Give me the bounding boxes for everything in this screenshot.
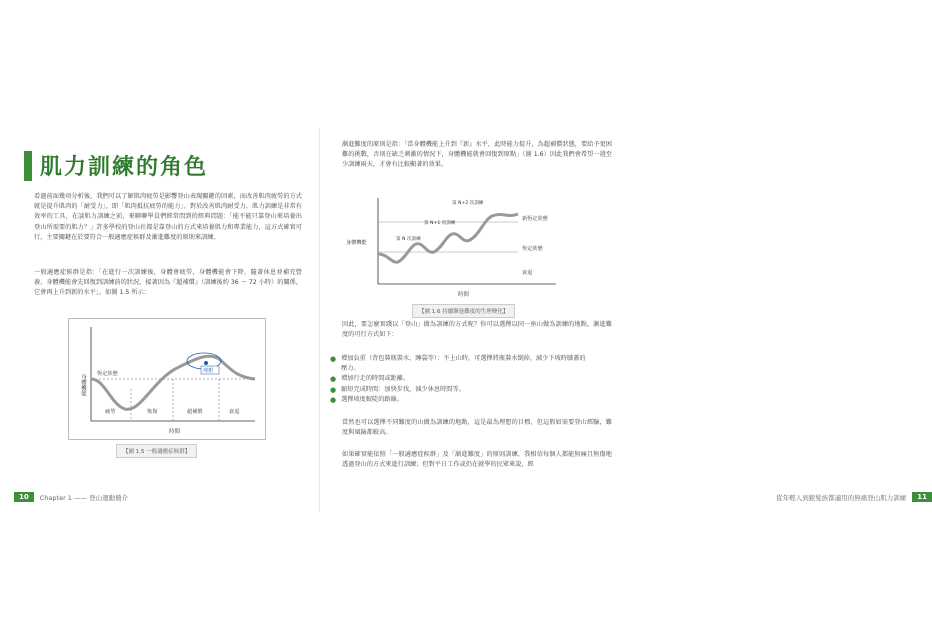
phase-fatigue: 疲勞	[105, 409, 116, 415]
phase-decline: 衰退	[229, 409, 240, 415]
bullet-icon: ●	[330, 395, 337, 404]
figure-1-5-caption: 【圖 1.5 一般適應症候群】	[116, 444, 197, 458]
bullet-icon: ●	[330, 355, 337, 363]
x-axis-label: 時間	[458, 292, 470, 298]
gas-chart	[69, 319, 265, 439]
list-item: ● 選擇坡度較陡的路線。	[330, 395, 403, 404]
heading-accent-bar	[24, 151, 32, 181]
right-footer	[626, 490, 932, 504]
list-item: ● 增加行走的時間或距離。	[330, 375, 410, 384]
book-spread	[14, 128, 927, 512]
section-heading	[14, 150, 208, 181]
right-page	[320, 128, 927, 512]
phase-supercompensation: 超補償	[187, 409, 203, 415]
label-decline: 衰退	[522, 270, 533, 276]
performance-curve	[91, 356, 255, 409]
bullet-icon: ●	[330, 375, 337, 384]
bullet-list	[330, 354, 590, 405]
progression-chart	[342, 188, 582, 300]
right-running-head: 從年輕人到銀髮族都適用的無痛登山肌力訓練	[776, 493, 907, 502]
right-paragraph-2: 因此，要怎麼實踐以「登山」做為訓練的方式呢？你可以選擇以同一座山做為訓練的地點，漸進難度的可行方式如下：	[342, 321, 612, 339]
baseline-label: 恆定狀態	[97, 371, 118, 377]
y-axis-label: 身體機能	[80, 374, 86, 396]
y-axis-label: 身體機能	[346, 240, 367, 246]
figure-1-6-caption: 【圖 1.6 持續漸進難度的生理變化】	[412, 304, 515, 318]
label-baseline: 恆定狀態	[522, 246, 543, 252]
left-running-head: Chapter 1 —— 登山運動簡介	[39, 493, 129, 502]
figure-1-5	[68, 318, 266, 440]
figure-1-6	[342, 188, 582, 300]
left-page	[14, 128, 320, 512]
left-paragraph-2: 一般適應症候群是指：「在進行一次訓練後，身體會疲勞，身體機能會下降，隨著休息並補充營養，身體機能會先回復到訓練前的狀況，接著因為『超補償』（訓練後約 36 ～ 72 小時）的關係，它會再上升到新的水平」，如圖 1.5 所示：	[34, 269, 303, 297]
label-n2: 第 N+2 次訓練	[452, 201, 484, 206]
section-title: 肌力訓練的角色	[40, 155, 209, 180]
right-paragraph-4: 如果確實能依照「一般適應症候群」及「漸進難度」的原則訓練，我相信每個人都能無痛且無傷地透過登山的方式來進行訓練；但對平日工作或仍在就學的民眾來說，經	[342, 451, 612, 469]
list-item: ● 增加負重（背包裝瓶裝水、睡袋等）：不上山時，可選擇將瓶裝水倒掉，減少下坡時膝蓋的壓力。	[330, 354, 590, 374]
list-item: ● 縮短完成時間：加快步伐，減少休息時間等。	[330, 385, 465, 394]
x-axis-label: 時間	[169, 429, 181, 435]
ideal-label: 理想	[203, 368, 214, 374]
right-page-number: 11	[912, 492, 932, 502]
label-n1: 第 N+1 次訓練	[424, 221, 456, 226]
left-page-number: 10	[14, 492, 34, 502]
label-n: 第 N 次訓練	[396, 237, 421, 242]
phase-recovery: 恢復	[147, 409, 158, 415]
left-paragraph-1: 看過前面幾項分析後，我們可以了解肌肉疲勞是影響登山表現關鍵的因素，而改善肌肉疲勞的方式就是提升肌肉的「耐受力」，即「肌肉抵抗疲勞的能力」。對於改善肌肉耐受力，肌力訓練是非常有效率的工具，在談肌力訓練之前，來聊聊學員們經常問到的經典問題：「能不能只靠登山來培養出登山所需要的肌力？」許多學校的登山社都是靠登山的方式來培養肌力和專業能力，這方式確實可行，主要關鍵在於要符合一般適應症候群及漸進難度的原則來訓練。	[34, 193, 302, 241]
bullet-icon: ●	[330, 385, 337, 394]
ideal-point	[204, 361, 208, 365]
right-paragraph-3: 當然也可以選擇不同難度的山做為訓練的地點，這是最為理想的目標，但這假如需要登山經驗，難度與風險都較高。	[342, 419, 612, 437]
left-footer	[14, 490, 320, 504]
label-new-baseline: 新恆定狀態	[522, 216, 548, 222]
right-paragraph-1: 漸進難度的原則是指：「當身體機能上升到『新』水平，此時能力提升，為超補償狀態，要給予更困難的挑戰，否則在缺乏刺激的情況下，身體機能就會回復到原點」（圖 1.6）因此我們會希望一週至少訓練兩天，才會有比較顯著的效果。	[342, 141, 612, 169]
